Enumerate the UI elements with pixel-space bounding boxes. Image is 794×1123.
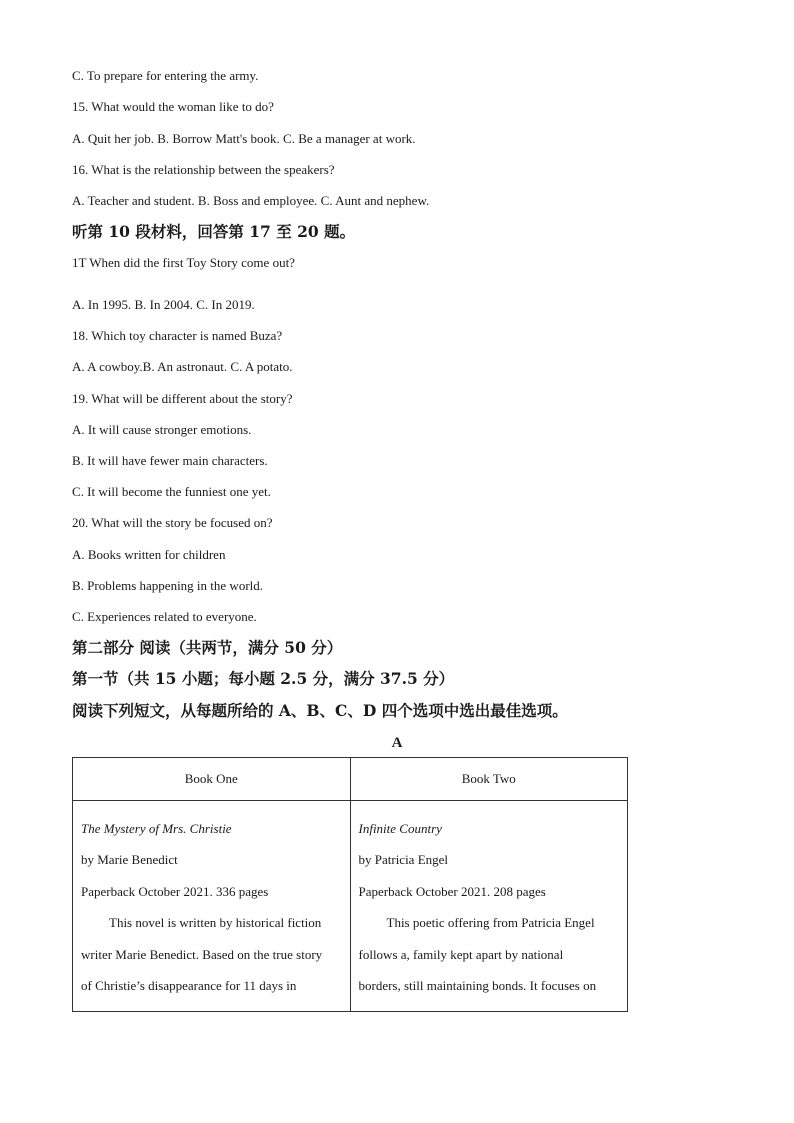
question-16: 16. What is the relationship between the speakers? [72,162,335,177]
book-two-desc-line: This poetic offering from Patricia Engel [386,915,595,931]
passage-letter: A [391,735,403,751]
book-one-desc-line: writer Marie Benedict. Based on the true story [81,946,323,962]
book-two-cell [350,801,628,1012]
book-one-desc-line: This novel is written by historical fiction [109,915,322,931]
question-15: 15. What would the woman like to do? [72,99,274,114]
book-two-desc-line: borders, still maintaining bonds. It focuses on [358,978,597,994]
header-book-two: Book Two [350,758,628,801]
options-15: A. Quit her job. B. Borrow Matt's book. C. Be a manager at work. [72,131,416,146]
option-19-a: A. It will cause stronger emotions. [72,422,252,437]
book-one-cell [73,801,351,1012]
section-heading-10: 听第 10 段材料，回答第 17 至 20 题。 [72,222,356,241]
book-two-info: Paperback October 2021. 208 pages [358,883,546,899]
book-one-title: The Mystery of Mrs. Christie [81,821,232,836]
answer-line: C. To prepare for entering the army. [72,68,259,83]
question-18: 18. Which toy character is named Buza? [72,328,283,343]
section-part2-heading: 第二部分 阅读（共两节，满分 50 分） [72,638,343,657]
option-20-a: A. Books written for children [72,547,226,562]
option-19-b: B. It will have fewer main characters. [72,453,268,468]
table-row [73,801,628,1012]
options-16: A. Teacher and student. B. Boss and employee. C. Aunt and nephew. [72,193,430,208]
section-1-heading: 第一节（共 15 小题；每小题 2.5 分，满分 37.5 分） [72,669,455,688]
book-one-desc-line: of Christie’s disappearance for 11 days in [81,978,297,994]
question-19: 19. What will be different about the story? [72,391,293,406]
book-two-title: Infinite Country [358,821,442,836]
question-17: 1T When did the first Toy Story come out? [72,255,295,270]
table-header-row [73,758,628,801]
books-table [72,757,628,1012]
option-20-b: B. Problems happening in the world. [72,578,264,593]
book-one-info: Paperback October 2021. 336 pages [81,883,269,899]
header-book-one: Book One [73,758,351,801]
book-one-author: by Marie Benedict [81,852,178,868]
options-18: A. A cowboy.B. An astronaut. C. A potato. [72,359,293,374]
question-20: 20. What will the story be focused on? [72,515,273,530]
option-19-c: C. It will become the funniest one yet. [72,484,271,499]
book-two-desc-line: follows a, family kept apart by national [358,946,564,962]
options-17: A. In 1995. B. In 2004. C. In 2019. [72,297,255,312]
option-20-c: C. Experiences related to everyone. [72,609,257,624]
book-two-author: by Patricia Engel [358,852,449,868]
instruction-heading: 阅读下列短文，从每题所给的 A、B、C、D 四个选项中选出最佳选项。 [72,701,568,720]
